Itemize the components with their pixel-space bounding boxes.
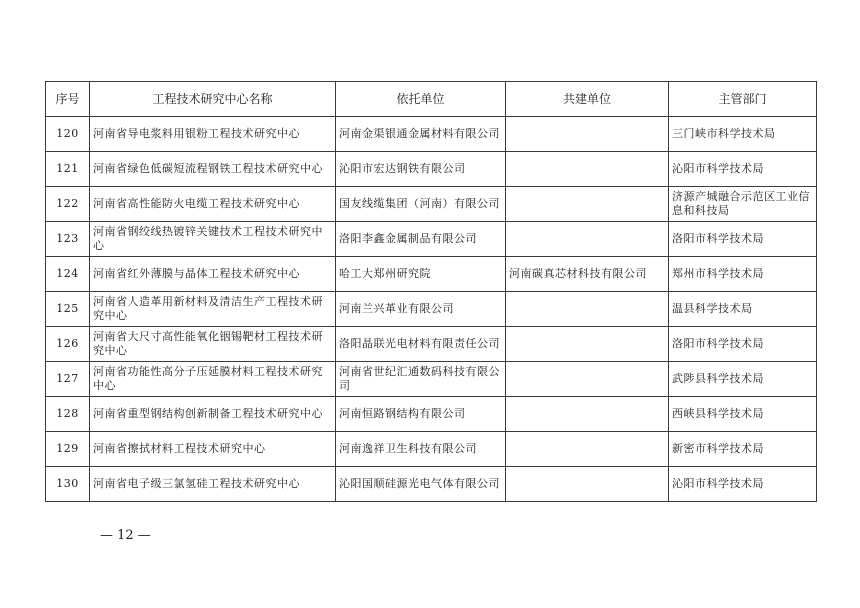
header-department: 主管部门	[669, 82, 817, 117]
row-department: 济源产城融合示范区工业信息和科技局	[669, 187, 817, 222]
row-host-unit: 河南逸祥卫生科技有限公司	[336, 432, 506, 467]
table-body	[46, 117, 817, 502]
row-host-unit: 沁阳国顺硅源光电气体有限公司	[336, 467, 506, 502]
table-row	[46, 292, 817, 327]
row-serial: 125	[46, 292, 90, 327]
row-partner-unit	[506, 117, 669, 152]
page-number: — 12 —	[100, 528, 151, 543]
row-department: 新密市科学技术局	[669, 432, 817, 467]
row-host-unit: 洛阳晶联光电材料有限责任公司	[336, 327, 506, 362]
row-center-name: 河南省绿色低碳短流程钢铁工程技术研究中心	[90, 152, 336, 187]
row-department: 沁阳市科学技术局	[669, 467, 817, 502]
row-center-name: 河南省高性能防火电缆工程技术研究中心	[90, 187, 336, 222]
engineering-center-table	[45, 81, 817, 502]
row-serial: 121	[46, 152, 90, 187]
row-host-unit: 洛阳李鑫金属制品有限公司	[336, 222, 506, 257]
header-center-name: 工程技术研究中心名称	[90, 82, 336, 117]
row-serial: 129	[46, 432, 90, 467]
table-row	[46, 467, 817, 502]
table-row	[46, 397, 817, 432]
table-row	[46, 362, 817, 397]
row-partner-unit	[506, 292, 669, 327]
row-host-unit: 河南兰兴革业有限公司	[336, 292, 506, 327]
row-serial: 126	[46, 327, 90, 362]
row-center-name: 河南省功能性高分子压延膜材料工程技术研究中心	[90, 362, 336, 397]
row-department: 温县科学技术局	[669, 292, 817, 327]
row-serial: 123	[46, 222, 90, 257]
header-partner-unit: 共建单位	[506, 82, 669, 117]
row-partner-unit	[506, 362, 669, 397]
row-serial: 124	[46, 257, 90, 292]
row-serial: 120	[46, 117, 90, 152]
row-department: 沁阳市科学技术局	[669, 152, 817, 187]
row-partner-unit	[506, 152, 669, 187]
row-serial: 130	[46, 467, 90, 502]
row-host-unit: 国友线缆集团（河南）有限公司	[336, 187, 506, 222]
row-center-name: 河南省钢绞线热镀锌关键技术工程技术研究中心	[90, 222, 336, 257]
row-host-unit: 河南金渠银通金属材料有限公司	[336, 117, 506, 152]
row-serial: 128	[46, 397, 90, 432]
row-host-unit: 河南恒路钢结构有限公司	[336, 397, 506, 432]
table-row	[46, 152, 817, 187]
table-row	[46, 222, 817, 257]
row-serial: 127	[46, 362, 90, 397]
row-partner-unit	[506, 397, 669, 432]
row-host-unit: 哈工大郑州研究院	[336, 257, 506, 292]
row-department: 郑州市科学技术局	[669, 257, 817, 292]
row-center-name: 河南省红外薄膜与晶体工程技术研究中心	[90, 257, 336, 292]
row-center-name: 河南省电子级三氯氢硅工程技术研究中心	[90, 467, 336, 502]
row-host-unit: 沁阳市宏达钢铁有限公司	[336, 152, 506, 187]
row-department: 武陟县科学技术局	[669, 362, 817, 397]
row-center-name: 河南省重型钢结构创新制备工程技术研究中心	[90, 397, 336, 432]
row-host-unit: 河南省世纪汇通数码科技有限公司	[336, 362, 506, 397]
row-partner-unit	[506, 187, 669, 222]
header-serial: 序号	[46, 82, 90, 117]
row-department: 洛阳市科学技术局	[669, 222, 817, 257]
row-center-name: 河南省擦拭材料工程技术研究中心	[90, 432, 336, 467]
row-partner-unit: 河南碳真芯材科技有限公司	[506, 257, 669, 292]
row-center-name: 河南省人造革用新材料及清洁生产工程技术研究中心	[90, 292, 336, 327]
table-row	[46, 187, 817, 222]
row-department: 三门峡市科学技术局	[669, 117, 817, 152]
row-partner-unit	[506, 222, 669, 257]
row-department: 西峡县科学技术局	[669, 397, 817, 432]
table-header-row	[46, 82, 817, 117]
header-host-unit: 依托单位	[336, 82, 506, 117]
row-center-name: 河南省大尺寸高性能氧化铟锡靶材工程技术研究中心	[90, 327, 336, 362]
table-row	[46, 327, 817, 362]
row-center-name: 河南省导电浆料用银粉工程技术研究中心	[90, 117, 336, 152]
table-row	[46, 117, 817, 152]
row-partner-unit	[506, 467, 669, 502]
row-partner-unit	[506, 432, 669, 467]
row-partner-unit	[506, 327, 669, 362]
row-department: 洛阳市科学技术局	[669, 327, 817, 362]
table-row	[46, 257, 817, 292]
table-row	[46, 432, 817, 467]
row-serial: 122	[46, 187, 90, 222]
